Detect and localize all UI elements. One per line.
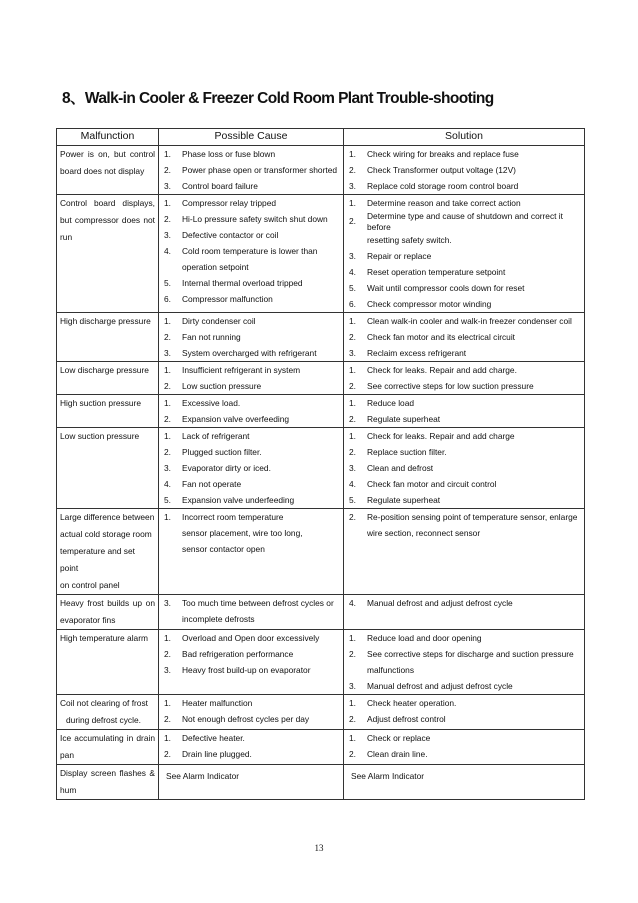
cause-text: operation setpoint bbox=[182, 261, 249, 272]
solution-number: 4. bbox=[349, 597, 356, 608]
cause-number: 2. bbox=[164, 413, 171, 424]
cause-text: Cold room temperature is lower than bbox=[182, 245, 318, 256]
cause-text: Excessive load. bbox=[182, 397, 241, 408]
cause-cell bbox=[159, 395, 344, 428]
cause-cell bbox=[159, 428, 344, 509]
solution-text: Check for leaks. Repair and add charge bbox=[367, 430, 515, 441]
solution-item bbox=[347, 646, 581, 662]
solution-number: 2. bbox=[349, 748, 356, 759]
cause-number: 3. bbox=[164, 597, 171, 608]
cause-cell bbox=[159, 730, 344, 765]
solution-text: Check Transformer output voltage (12V) bbox=[367, 164, 516, 175]
solution-text: resetting safety switch. bbox=[367, 234, 452, 245]
cause-item bbox=[162, 730, 340, 746]
cause-number: 5. bbox=[164, 277, 171, 288]
malfunction-cell bbox=[57, 765, 159, 800]
solution-text: Clean drain line. bbox=[367, 748, 428, 759]
solution-number: 3. bbox=[349, 250, 356, 261]
cause-number: 2. bbox=[164, 331, 171, 342]
solution-item bbox=[347, 444, 581, 460]
solution-number: 4. bbox=[349, 478, 356, 489]
cause-text: Compressor malfunction bbox=[182, 293, 273, 304]
solution-number: 4. bbox=[349, 266, 356, 277]
section-title: 8、Walk-in Cooler & Freezer Cold Room Plant Trouble-shooting bbox=[62, 90, 494, 107]
solution-text: Clean walk-in cooler and walk-in freezer condenser coil bbox=[367, 315, 572, 326]
malfunction-cell bbox=[57, 428, 159, 509]
malfunction-text: Control board displays, bbox=[60, 198, 155, 208]
cause-text: Drain line plugged. bbox=[182, 748, 252, 759]
cause-item bbox=[162, 695, 340, 711]
cause-number: 2. bbox=[164, 713, 171, 724]
solution-text: Manual defrost and adjust defrost cycle bbox=[367, 597, 513, 608]
cause-text: Defective contactor or coil bbox=[182, 229, 279, 240]
malfunction-cell bbox=[57, 630, 159, 695]
solution-text: Check fan motor and circuit control bbox=[367, 478, 497, 489]
table-row bbox=[57, 509, 585, 595]
solution-cell bbox=[344, 428, 585, 509]
cause-number: 5. bbox=[164, 494, 171, 505]
solution-text: Reduce load and door opening bbox=[367, 632, 482, 643]
cause-number: 1. bbox=[164, 315, 171, 326]
cause-text: Overload and Open door excessively bbox=[182, 632, 320, 643]
solution-item bbox=[347, 662, 581, 678]
solution-number: 2. bbox=[349, 511, 356, 522]
solution-text: Regulate superheat bbox=[367, 494, 441, 505]
cause-text: Phase loss or fuse blown bbox=[182, 148, 276, 159]
header-malfunction: Malfunction bbox=[57, 129, 159, 146]
cause-number: 1. bbox=[164, 197, 171, 208]
solution-text: Determine type and cause of shutdown and correct it before bbox=[367, 211, 563, 232]
malfunction-text: run bbox=[60, 232, 73, 242]
solution-item bbox=[347, 395, 581, 411]
cause-number: 2. bbox=[164, 446, 171, 457]
solution-item bbox=[347, 509, 581, 525]
malfunction-cell bbox=[57, 695, 159, 730]
table-row bbox=[57, 313, 585, 362]
solution-text: Adjust defrost control bbox=[367, 713, 446, 724]
cause-text: Heavy frost build-up on evaporator bbox=[182, 664, 311, 675]
solution-text: Check fan motor and its electrical circuit bbox=[367, 331, 516, 342]
cause-item bbox=[162, 476, 340, 492]
table-row bbox=[57, 595, 585, 630]
solution-text: Check or replace bbox=[367, 732, 431, 743]
solution-item bbox=[347, 345, 581, 361]
solution-number: 1. bbox=[349, 397, 356, 408]
malfunction-cell bbox=[57, 362, 159, 395]
cause-text: Fan not operate bbox=[182, 478, 242, 489]
cause-item bbox=[162, 460, 340, 476]
cause-item bbox=[162, 178, 340, 194]
malfunction-cell bbox=[57, 730, 159, 765]
cause-number: 1. bbox=[164, 732, 171, 743]
cause-item bbox=[162, 227, 340, 243]
solution-cell bbox=[344, 362, 585, 395]
cause-item bbox=[162, 541, 340, 557]
malfunction-text: during defrost cycle. bbox=[66, 715, 141, 725]
solution-number: 1. bbox=[349, 430, 356, 441]
cause-number: 3. bbox=[164, 462, 171, 473]
cause-item bbox=[162, 746, 340, 762]
solution-item bbox=[347, 211, 581, 232]
malfunction-text: board does not display bbox=[60, 166, 145, 176]
cause-number: 2. bbox=[164, 648, 171, 659]
table-row bbox=[57, 146, 585, 195]
cause-item bbox=[162, 211, 340, 227]
cause-cell bbox=[159, 765, 344, 800]
cause-cell bbox=[159, 595, 344, 630]
cause-item bbox=[162, 595, 340, 611]
cause-text: Low suction pressure bbox=[182, 380, 262, 391]
cause-item bbox=[162, 329, 340, 345]
solution-item bbox=[347, 678, 581, 694]
solution-number: 2. bbox=[349, 713, 356, 724]
solution-text: Manual defrost and adjust defrost cycle bbox=[367, 680, 513, 691]
solution-item bbox=[347, 232, 581, 248]
solution-text: See corrective steps for discharge and suction pressure bbox=[367, 648, 574, 659]
cause-item bbox=[162, 243, 340, 259]
cause-text: Expansion valve underfeeding bbox=[182, 494, 295, 505]
solution-item bbox=[347, 525, 581, 541]
cause-item bbox=[162, 195, 340, 211]
cause-item bbox=[162, 646, 340, 662]
malfunction-text: Low suction pressure bbox=[60, 431, 140, 441]
cause-number: 6. bbox=[164, 293, 171, 304]
solution-number: 3. bbox=[349, 680, 356, 691]
solution-item bbox=[347, 460, 581, 476]
table-row bbox=[57, 395, 585, 428]
cause-text: Dirty condenser coil bbox=[182, 315, 256, 326]
cause-item bbox=[162, 162, 340, 178]
solution-cell bbox=[344, 695, 585, 730]
malfunction-text: Heavy frost builds up on bbox=[60, 598, 155, 608]
malfunction-text: temperature and set point bbox=[60, 546, 135, 573]
cause-cell bbox=[159, 146, 344, 195]
malfunction-cell bbox=[57, 313, 159, 362]
cause-number: 3. bbox=[164, 664, 171, 675]
solution-number: 1. bbox=[349, 364, 356, 375]
solution-number: 1. bbox=[349, 697, 356, 708]
cause-item bbox=[162, 378, 340, 394]
solution-item bbox=[347, 378, 581, 394]
cause-number: 1. bbox=[164, 632, 171, 643]
solution-item bbox=[347, 595, 581, 611]
cause-item bbox=[162, 525, 340, 541]
solution-text: Replace suction filter. bbox=[367, 446, 447, 457]
cause-text: sensor contactor open bbox=[182, 543, 265, 554]
solution-cell bbox=[344, 765, 585, 800]
malfunction-text: Display screen flashes & bbox=[60, 768, 155, 778]
malfunction-cell bbox=[57, 195, 159, 313]
cause-text: Bad refrigeration performance bbox=[182, 648, 294, 659]
solution-item bbox=[347, 411, 581, 427]
solution-text: Clean and defrost bbox=[367, 462, 434, 473]
solution-item bbox=[347, 296, 581, 312]
cause-number: 1. bbox=[164, 397, 171, 408]
cause-text: Insufficient refrigerant in system bbox=[182, 364, 301, 375]
cause-number: 2. bbox=[164, 380, 171, 391]
solution-text: Reset operation temperature setpoint bbox=[367, 266, 506, 277]
solution-text: Check heater operation. bbox=[367, 697, 457, 708]
malfunction-cell bbox=[57, 395, 159, 428]
malfunction-cell bbox=[57, 146, 159, 195]
cause-number: 4. bbox=[164, 478, 171, 489]
solution-text: Regulate superheat bbox=[367, 413, 441, 424]
cause-item bbox=[162, 259, 340, 275]
cause-item bbox=[162, 395, 340, 411]
cause-item bbox=[162, 492, 340, 508]
malfunction-text: pan bbox=[60, 750, 74, 760]
cause-item bbox=[162, 444, 340, 460]
cause-number: 3. bbox=[164, 229, 171, 240]
solution-cell bbox=[344, 313, 585, 362]
solution-text: Determine reason and take correct action bbox=[367, 197, 521, 208]
solution-item bbox=[347, 264, 581, 280]
solution-text: Replace cold storage room control board bbox=[367, 180, 519, 191]
solution-number: 1. bbox=[349, 632, 356, 643]
solution-number: 1. bbox=[349, 315, 356, 326]
header-possible-cause: Possible Cause bbox=[159, 129, 344, 146]
solution-number: 5. bbox=[349, 282, 356, 293]
solution-cell bbox=[344, 630, 585, 695]
solution-item bbox=[347, 711, 581, 727]
malfunction-text: High temperature alarm bbox=[60, 633, 148, 643]
cause-text: Expansion valve overfeeding bbox=[182, 413, 290, 424]
solution-number: 3. bbox=[349, 180, 356, 191]
solution-number: 1. bbox=[349, 732, 356, 743]
page-number: 13 bbox=[314, 843, 324, 853]
cause-item bbox=[162, 345, 340, 361]
table-row bbox=[57, 730, 585, 765]
solution-text: Reduce load bbox=[367, 397, 415, 408]
malfunction-text: actual cold storage room bbox=[60, 529, 152, 539]
solution-number: 6. bbox=[349, 298, 356, 309]
cause-number: 1. bbox=[164, 697, 171, 708]
malfunction-text: hum bbox=[60, 785, 77, 795]
cause-item bbox=[162, 411, 340, 427]
solution-cell bbox=[344, 509, 585, 595]
solution-item bbox=[347, 162, 581, 178]
table-row bbox=[57, 428, 585, 509]
cause-number: 2. bbox=[164, 748, 171, 759]
cause-text: Hi-Lo pressure safety switch shut down bbox=[182, 213, 328, 224]
cause-text: incomplete defrosts bbox=[182, 613, 255, 624]
cause-item bbox=[162, 611, 340, 627]
solution-item bbox=[347, 362, 581, 378]
cause-item bbox=[162, 630, 340, 646]
solution-number: 2. bbox=[349, 216, 356, 227]
malfunction-text: High discharge pressure bbox=[60, 316, 151, 326]
solution-item bbox=[347, 630, 581, 646]
solution-number: 2. bbox=[349, 446, 356, 457]
cause-number: 1. bbox=[164, 364, 171, 375]
cause-number: 2. bbox=[164, 213, 171, 224]
solution-number: 1. bbox=[349, 148, 356, 159]
malfunction-cell bbox=[57, 595, 159, 630]
solution-cell bbox=[344, 195, 585, 313]
solution-item bbox=[347, 280, 581, 296]
solution-text: See corrective steps for low suction pressure bbox=[367, 380, 534, 391]
cause-cell bbox=[159, 630, 344, 695]
table-row bbox=[57, 695, 585, 730]
solution-item bbox=[347, 695, 581, 711]
cause-item bbox=[162, 662, 340, 678]
cause-text: Internal thermal overload tripped bbox=[182, 277, 303, 288]
malfunction-text: evaporator fins bbox=[60, 615, 116, 625]
cause-number: 4. bbox=[164, 245, 171, 256]
solution-number: 2. bbox=[349, 331, 356, 342]
solution-cell bbox=[344, 595, 585, 630]
cause-text: Compressor relay tripped bbox=[182, 197, 277, 208]
cause-cell bbox=[159, 509, 344, 595]
cause-item bbox=[162, 428, 340, 444]
solution-text: Reclaim excess refrigerant bbox=[367, 347, 467, 358]
table-row bbox=[57, 765, 585, 800]
cause-cell bbox=[159, 195, 344, 313]
solution-item bbox=[347, 195, 581, 211]
cause-text: Control board failure bbox=[182, 180, 258, 191]
troubleshooting-table bbox=[56, 128, 585, 800]
cause-number: 3. bbox=[164, 347, 171, 358]
cause-text: Lack of refrigerant bbox=[182, 430, 250, 441]
solution-item bbox=[347, 476, 581, 492]
malfunction-cell bbox=[57, 509, 159, 595]
cause-text: Fan not running bbox=[182, 331, 241, 342]
solution-text: See Alarm Indicator bbox=[351, 771, 425, 781]
malfunction-text: Large difference between bbox=[60, 512, 155, 522]
cause-number: 3. bbox=[164, 180, 171, 191]
solution-number: 2. bbox=[349, 413, 356, 424]
cause-cell bbox=[159, 695, 344, 730]
cause-text: sensor placement, wire too long, bbox=[182, 527, 303, 538]
solution-item bbox=[347, 730, 581, 746]
cause-text: Evaporator dirty or iced. bbox=[182, 462, 271, 473]
header-solution: Solution bbox=[344, 129, 585, 146]
cause-number: 1. bbox=[164, 430, 171, 441]
solution-text: Wait until compressor cools down for reset bbox=[367, 282, 525, 293]
solution-item bbox=[347, 329, 581, 345]
cause-number: 1. bbox=[164, 511, 171, 522]
solution-number: 2. bbox=[349, 648, 356, 659]
table-body bbox=[57, 146, 585, 800]
malfunction-text: Power is on, but control bbox=[60, 149, 155, 159]
solution-cell bbox=[344, 395, 585, 428]
cause-text: Too much time between defrost cycles or bbox=[182, 597, 334, 608]
cause-text: Not enough defrost cycles per day bbox=[182, 713, 310, 724]
solution-text: malfunctions bbox=[367, 664, 415, 675]
cause-text: See Alarm Indicator bbox=[166, 771, 240, 781]
malfunction-text: Coil not clearing of frost bbox=[60, 698, 148, 708]
solution-cell bbox=[344, 730, 585, 765]
cause-text: Defective heater. bbox=[182, 732, 245, 743]
solution-item bbox=[347, 178, 581, 194]
solution-number: 3. bbox=[349, 347, 356, 358]
solution-number: 2. bbox=[349, 164, 356, 175]
table-row bbox=[57, 195, 585, 313]
solution-number: 5. bbox=[349, 494, 356, 505]
cause-item bbox=[162, 275, 340, 291]
solution-text: Check for leaks. Repair and add charge. bbox=[367, 364, 517, 375]
table-row bbox=[57, 362, 585, 395]
cause-number: 1. bbox=[164, 148, 171, 159]
table-header-row bbox=[57, 129, 585, 146]
cause-cell bbox=[159, 362, 344, 395]
malfunction-text: but compressor does not bbox=[60, 215, 155, 225]
cause-cell bbox=[159, 313, 344, 362]
solution-text: Check compressor motor winding bbox=[367, 298, 492, 309]
cause-text: Incorrect room temperature bbox=[182, 511, 284, 522]
cause-item bbox=[162, 313, 340, 329]
cause-item bbox=[162, 509, 340, 525]
cause-item bbox=[162, 362, 340, 378]
solution-text: Check wiring for breaks and replace fuse bbox=[367, 148, 519, 159]
malfunction-text: Low discharge pressure bbox=[60, 365, 149, 375]
solution-text: Re-position sensing point of temperature sensor, enlarge bbox=[367, 511, 578, 522]
solution-item bbox=[347, 746, 581, 762]
solution-item bbox=[347, 492, 581, 508]
solution-number: 1. bbox=[349, 197, 356, 208]
solution-cell bbox=[344, 146, 585, 195]
malfunction-text: on control panel bbox=[60, 580, 120, 590]
cause-item bbox=[162, 711, 340, 727]
cause-number: 2. bbox=[164, 164, 171, 175]
solution-number: 3. bbox=[349, 462, 356, 473]
solution-item bbox=[347, 248, 581, 264]
cause-text: System overcharged with refrigerant bbox=[182, 347, 317, 358]
solution-number: 2. bbox=[349, 380, 356, 391]
table-row bbox=[57, 630, 585, 695]
solution-text: Repair or replace bbox=[367, 250, 432, 261]
solution-item bbox=[347, 313, 581, 329]
malfunction-text: Ice accumulating in drain bbox=[60, 733, 155, 743]
cause-text: Plugged suction filter. bbox=[182, 446, 262, 457]
solution-text: wire section, reconnect sensor bbox=[367, 527, 481, 538]
cause-item bbox=[162, 146, 340, 162]
cause-text: Heater malfunction bbox=[182, 697, 253, 708]
solution-item bbox=[347, 146, 581, 162]
cause-item bbox=[162, 291, 340, 307]
cause-text: Power phase open or transformer shorted bbox=[182, 164, 338, 175]
solution-item bbox=[347, 428, 581, 444]
malfunction-text: High suction pressure bbox=[60, 398, 141, 408]
